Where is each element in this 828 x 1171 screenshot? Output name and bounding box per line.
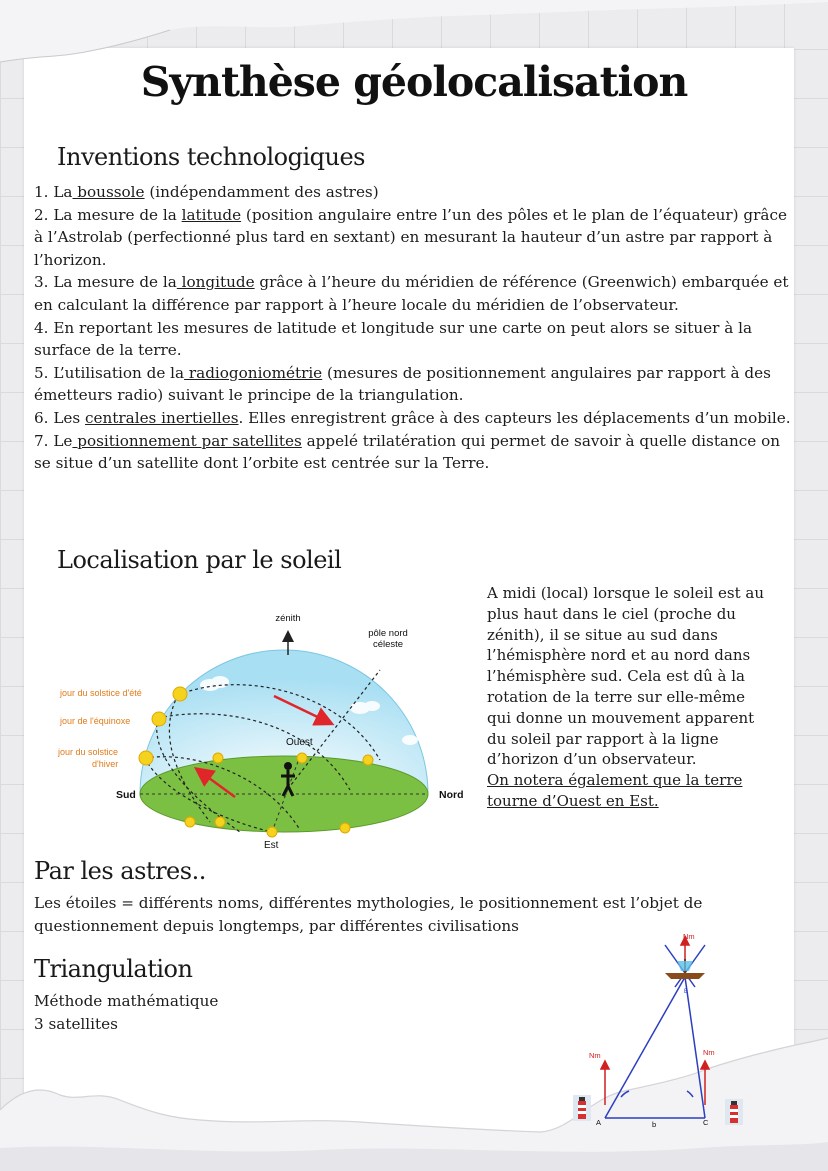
label-solstice-ete: jour du solstice d'été [60,688,142,698]
soleil-text: A midi (local) lorsque le soleil est au plus haut dans le ciel (proche du zénith), il se situe au sud dans l’hémisphère nord et au nord dans l’hémisphère sud. Cela est dû à la rotation de la terre sur elle-même qui donne un mouvement apparent du soleil par rapport à la ligne d’horizon d’un observateur. [487,584,765,769]
triangulation-diagram [565,925,755,1135]
label-c: C [703,1118,709,1127]
label-a: A [596,1118,602,1127]
label-nm-top: Nm [683,932,695,941]
label-b: b [652,1120,657,1129]
list-item: 2. La mesure de la latitude (position angulaire entre l’un des pôles et le plan de l’équateur) grâce à l’Astrolab (perfectionné plus tard en sextant) en mesurant la hauteur d’un astre par rapport à l’horizon. [34,205,787,269]
boat-icon [665,959,705,979]
label-pole-1: pôle nord [368,628,408,639]
label-pole-2: céleste [372,639,404,650]
label-solstice-hiver-2: d'hiver [92,759,119,769]
triangulation-line-1: Méthode mathématique [34,992,219,1010]
label-zenith: zénith [275,613,301,624]
list-item: 4. En reportant les mesures de latitude et longitude sur une carte on peut alors se situer à la surface de la terre. [34,318,753,360]
label-sud: Sud [116,789,136,801]
lighthouse-icon [725,1099,743,1125]
section-heading-triangulation: Triangulation [34,955,193,983]
page-title: Synthèse géolocalisation [140,58,688,106]
soleil-description [487,583,772,812]
label-nm-left: Nm [589,1051,601,1060]
inventions-list [34,181,796,475]
label-solstice-hiver-1: jour du solstice [58,747,119,757]
lighthouse-icon [573,1095,591,1121]
label-equinoxe: jour de l'équinoxe [60,716,131,726]
label-ouest: Ouest [286,737,313,748]
list-item: 1. La boussole (indépendamment des astres) [34,183,379,201]
label-nord: Nord [439,789,464,801]
section-heading-inventions: Inventions technologiques [57,143,365,171]
list-item: 7. Le positionnement par satellites appelé trilatération qui permet de savoir à quelle distance on se situe d’un satellite dont l’orbite est centrée sur la Terre. [34,431,781,473]
astres-text: Les étoiles = différents noms, différentes mythologies, le positionnement est l’objet de questionnement depuis longtemps, par différentes civilisations [34,894,703,935]
list-item: 3. La mesure de la longitude grâce à l’heure du méridien de référence (Greenwich) embarquée et en calculant la différence par rapport à l’heure locale du méridien de l’observateur. [34,273,789,314]
section-heading-soleil: Localisation par le soleil [57,546,342,574]
label-nm-right: Nm [703,1048,715,1057]
sun-path-diagram [40,600,480,855]
list-item: 5. L’utilisation de la radiogoniométrie (mesures de positionnement angulaires par rapport à des émetteurs radio) suivant le principe de la triangulation. [34,363,771,405]
label-b-top: B [684,989,689,995]
list-item: 6. Les centrales inertielles. Elles enregistrent grâce à des capteurs les déplacements d’un mobile. [34,408,791,427]
soleil-note: On notera également que la terre tourne d’Ouest en Est. [487,771,743,810]
triangulation-line-2: 3 satellites [34,1015,118,1033]
section-heading-astres: Par les astres.. [34,857,206,885]
triangle-lines [605,945,705,1118]
label-est: Est [264,840,279,851]
